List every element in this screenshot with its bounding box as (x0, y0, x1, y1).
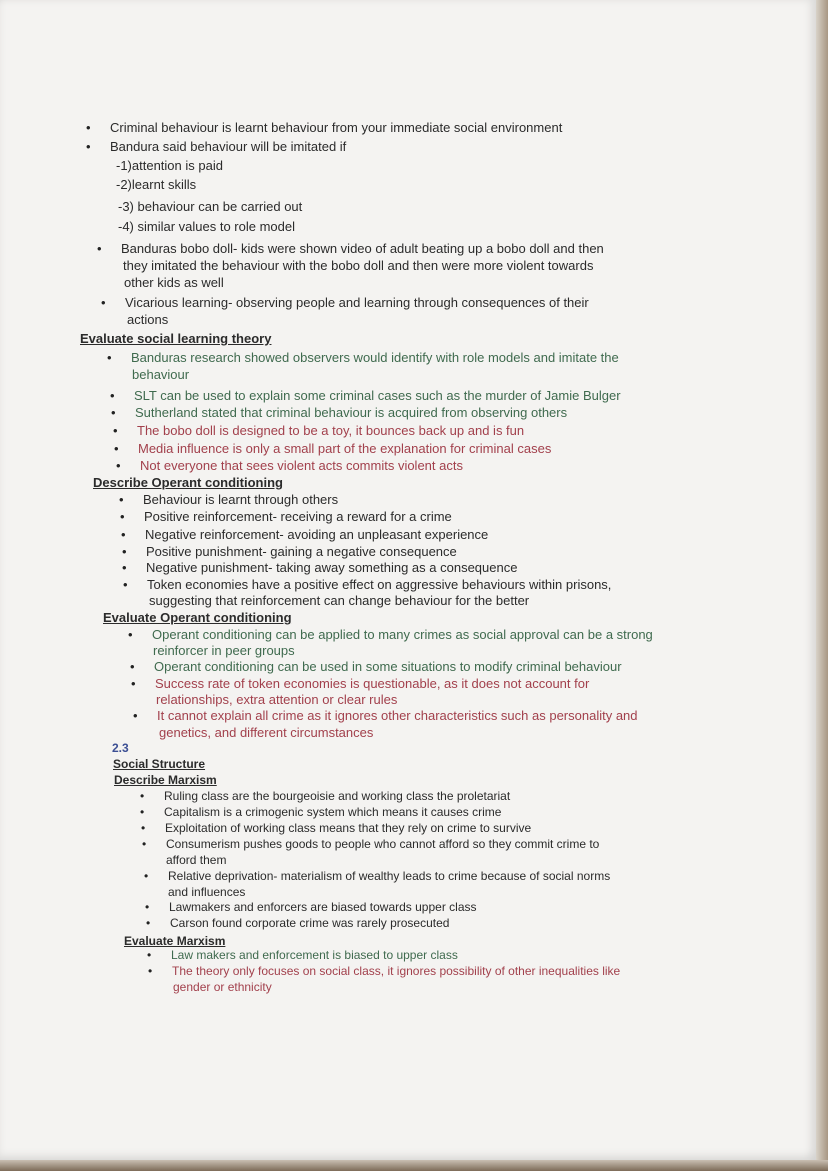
operant-eval-line-1: • Operant conditioning can be applied to many crimes as social approval can be a strong (152, 627, 653, 642)
marxism-line-7: and influences (168, 885, 246, 899)
intro-line-8: they imitated the behaviour with the bobo doll and then were more violent towards (123, 258, 594, 273)
marxism-line-8: • Lawmakers and enforcers are biased towards upper class (169, 900, 477, 915)
operant-eval-line-5: relationships, extra attention or clear rules (156, 692, 398, 707)
marxism-line-2: • Capitalism is a crimogenic system which means it causes crime (164, 805, 501, 820)
intro-line-6: -4) similar values to role model (118, 219, 296, 234)
slt-eval-line-6: • Media influence is only a small part of the explanation for criminal cases (138, 441, 551, 456)
intro-line-4: -2)learnt skills (116, 177, 197, 192)
slt-eval-line-1: • Banduras research showed observers would identify with role models and imitate the (131, 350, 619, 365)
intro-line-5: -3) behaviour can be carried out (118, 199, 303, 214)
marxism-heading: Describe Marxism (114, 773, 217, 787)
slt-eval-line-4: • Sutherland stated that criminal behaviour is acquired from observing others (135, 405, 567, 420)
marxism-line-3: • Exploitation of working class means that they rely on crime to survive (165, 821, 531, 836)
operant-eval-heading: Evaluate Operant conditioning (103, 610, 292, 625)
intro-line-3: -1)attention is paid (116, 158, 223, 173)
slt-eval-line-2: behaviour (132, 367, 190, 382)
operant-desc-heading: Describe Operant conditioning (93, 475, 283, 490)
intro-line-11: actions (127, 312, 169, 327)
intro-line-1: • Criminal behaviour is learnt behaviour from your immediate social environment (110, 120, 562, 135)
slt-eval-line-5: • The bobo doll is designed to be a toy, it bounces back up and is fun (137, 423, 524, 438)
operant-desc-line-1: • Behaviour is learnt through others (143, 492, 338, 507)
slt-eval-line-7: • Not everyone that sees violent acts commits violent acts (140, 458, 463, 473)
intro-line-2: • Bandura said behaviour will be imitated if (110, 139, 346, 154)
section-number: 2.3 (112, 741, 129, 755)
intro-line-9: other kids as well (124, 275, 224, 290)
slt-eval-heading: Evaluate social learning theory (80, 331, 272, 346)
intro-line-10: • Vicarious learning- observing people and learning through consequences of their (125, 295, 589, 310)
intro-line-7: • Banduras bobo doll- kids were shown video of adult beating up a bobo doll and then (121, 241, 604, 256)
operant-eval-line-2: reinforcer in peer groups (153, 643, 295, 658)
operant-eval-line-7: genetics, and different circumstances (159, 725, 374, 740)
marxism-eval-line-2: • The theory only focuses on social class, it ignores possibility of other inequalities like (172, 964, 620, 979)
slt-eval-line-3: • SLT can be used to explain some criminal cases such as the murder of Jamie Bulger (134, 388, 621, 403)
marxism-line-4: • Consumerism pushes goods to people who cannot afford so they commit crime to (166, 837, 599, 852)
operant-eval-line-6: • It cannot explain all crime as it ignores other characteristics such as personality and (157, 708, 638, 723)
operant-desc-line-5: • Negative punishment- taking away something as a consequence (146, 560, 517, 575)
marxism-eval-line-3: gender or ethnicity (173, 980, 272, 994)
operant-desc-line-7: suggesting that reinforcement can change behaviour for the better (149, 593, 530, 608)
operant-eval-line-4: • Success rate of token economies is questionable, as it does not account for (155, 676, 589, 691)
paper-edge-bottom (0, 1160, 828, 1171)
operant-desc-line-6: • Token economies have a positive effect on aggressive behaviours within prisons, (147, 577, 611, 592)
operant-desc-line-3: • Negative reinforcement- avoiding an unpleasant experience (145, 527, 488, 542)
marxism-line-9: • Carson found corporate crime was rarely prosecuted (170, 916, 449, 931)
marxism-eval-heading: Evaluate Marxism (124, 934, 226, 948)
operant-desc-line-4: • Positive punishment- gaining a negative consequence (146, 544, 457, 559)
marxism-eval-line-1: • Law makers and enforcement is biased to upper class (171, 948, 458, 963)
marxism-line-5: afford them (166, 853, 227, 867)
marxism-line-1: • Ruling class are the bourgeoisie and working class the proletariat (164, 789, 510, 804)
marxism-line-6: • Relative deprivation- materialism of wealthy leads to crime because of social norms (168, 869, 610, 884)
section-title: Social Structure (113, 757, 206, 771)
operant-desc-line-2: • Positive reinforcement- receiving a reward for a crime (144, 509, 452, 524)
operant-eval-line-3: • Operant conditioning can be used in some situations to modify criminal behaviour (154, 659, 622, 674)
paper-edge-right (816, 0, 828, 1171)
